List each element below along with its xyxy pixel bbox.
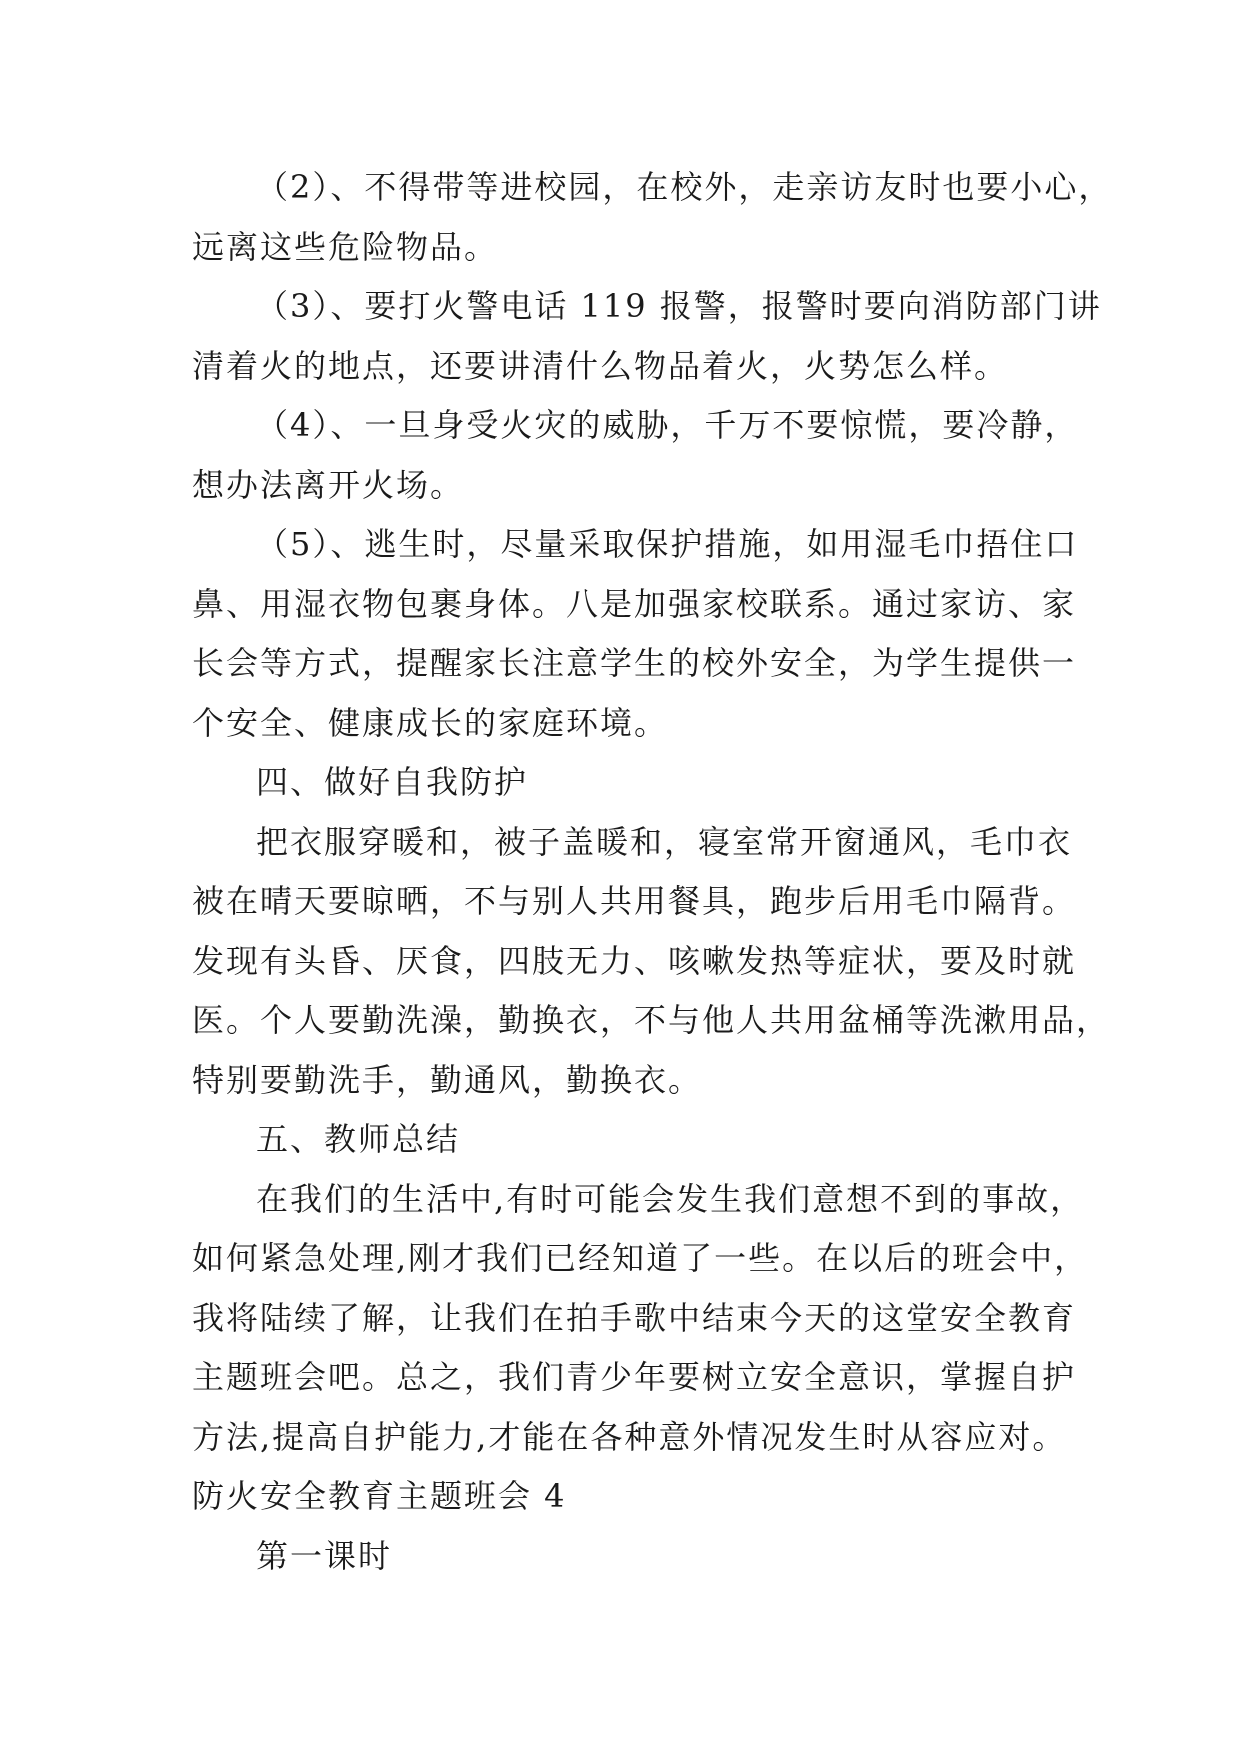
text-line: 主题班会吧。总之，我们青少年要树立安全意识，掌握自护 [192, 1358, 1077, 1396]
document-body [192, 158, 1113, 1586]
text-line: 如何紧急处理,刚才我们已经知道了一些。在以后的班会中， [192, 1239, 1089, 1277]
text-line: 想办法离开火场。 [192, 465, 465, 504]
text-line: 防火安全教育主题班会 4 [192, 1477, 567, 1515]
text-line: 把衣服穿暖和，被子盖暖和，寝室常开窗通风，毛巾衣 [256, 822, 1073, 861]
text-line: 医。个人要勤洗澡，勤换衣，不与他人共用盆桶等洗漱用品， [192, 1001, 1111, 1039]
text-line: 鼻、用湿衣物包裹身体。八是加强家校联系。通过家访、家 [192, 584, 1077, 623]
text-line: 被在晴天要晾晒，不与别人共用餐具，跑步后用毛巾隔背。 [192, 882, 1077, 920]
text-line: 长会等方式，提醒家长注意学生的校外安全，为学生提供一 [192, 644, 1077, 682]
text-line: 发现有头昏、厌食，四肢无力、咳嗽发热等症状，要及时就 [192, 941, 1077, 980]
text-line: （2）、不得带等进校园，在校外，走亲访友时也要小心， [256, 168, 1113, 206]
text-line: （5）、逃生时，尽量采取保护措施，如用湿毛巾捂住口 [256, 525, 1079, 563]
text-line: 远离这些危险物品。 [192, 227, 499, 266]
text-line: 我将陆续了解，让我们在拍手歌中结束今天的这堂安全教育 [192, 1298, 1077, 1337]
text-line: 在我们的生活中,有时可能会发生我们意想不到的事故， [256, 1179, 1085, 1218]
text-line: 第一课时 [256, 1536, 393, 1575]
text-line: 特别要勤洗手，勤通风，勤换衣。 [192, 1060, 703, 1099]
text-line: 四、做好自我防护 [256, 763, 529, 801]
text-line: （3）、要打火警电话 119 报警，报警时要向消防部门讲 [256, 287, 1102, 325]
text-line: 个安全、健康成长的家庭环境。 [192, 703, 669, 742]
text-line: 清着火的地点，还要讲清什么物品着火，火势怎么样。 [192, 346, 1009, 385]
text-line: （4）、一旦身受火灾的威胁，千万不要惊慌，要冷静， [256, 406, 1079, 444]
text-line: 方法,提高自护能力,才能在各种意外情况发生时从容应对。 [192, 1417, 1067, 1456]
text-line: 五、教师总结 [256, 1120, 461, 1158]
